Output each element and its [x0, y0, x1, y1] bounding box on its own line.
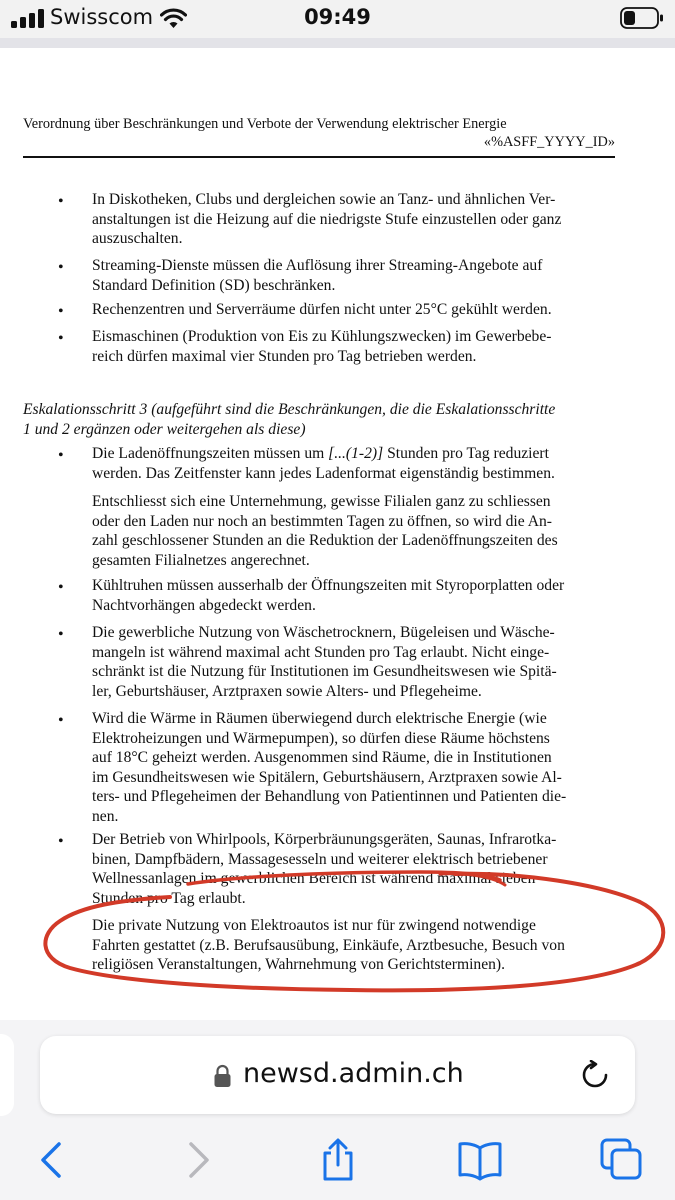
- bullet: •: [58, 579, 64, 596]
- list-item: Wird die Wärme in Räumen überwiegend durch elektrische Energie (wie Elektroheizungen und Wärmepumpen), so dürfen diese Räume höchstens auf 18°C geheizt werden. Ausgenommen sind Räume, die in Institutionen im Gesundheitswesen wie Spitälern, Geburtshäusern, Arztpraxen sowie Al- ters- und Pflegeheimen der Behandlung von Patientinnen und Patienten die- nen.: [92, 710, 567, 825]
- status-bar: [0, 0, 675, 38]
- list-item: Streaming-Dienste müssen die Auflösung ihrer Streaming-Angebote auf Standard Definition (SD) beschränken.: [92, 257, 543, 294]
- forward-icon[interactable]: [176, 1138, 220, 1182]
- ev-paragraph: Die private Nutzung von Elektroautos ist nur für zwingend notwendige Fahrten gestattet (z.B. Berufsausübung, Einkäufe, Arztbesuche, Besuch von religiösen Veranstaltungen, Wahrnehmung von Gerichtsterminen).: [92, 917, 565, 973]
- bullet: •: [58, 303, 64, 320]
- pdf-document-page[interactable]: [0, 48, 675, 1020]
- paragraph: Entschliesst sich eine Unternehmung, gewisse Filialen ganz zu schliessen oder den Laden nur noch an bestimmten Tagen zu öffnen, so wird die An- zahl geschlossener Stunden an die Reduktion der Ladenöffnungszeiten des gesamten Filialnetzes angerechnet.: [92, 493, 558, 569]
- bullet: •: [58, 447, 64, 464]
- url-text[interactable]: newsd.admin.ch: [243, 1058, 464, 1089]
- tab-band: [0, 38, 675, 48]
- header-divider: [23, 156, 615, 158]
- reload-icon[interactable]: [580, 1060, 610, 1090]
- bullet: •: [58, 259, 64, 276]
- battery-icon: [620, 7, 664, 29]
- list-item: Die Ladenöffnungszeiten müssen um [...(1-2)] Stunden pro Tag reduziert werden. Das Zeitfenster kann jedes Ladenformat eigenständig bestimmen.: [92, 445, 555, 482]
- bullet: •: [58, 330, 64, 347]
- share-icon[interactable]: [316, 1138, 360, 1182]
- bullet: •: [58, 833, 64, 850]
- header-id: «%ASFF_YYYY_ID»: [483, 134, 615, 150]
- bookmarks-icon[interactable]: [458, 1138, 502, 1182]
- status-time: 09:49: [304, 5, 371, 29]
- bullet: •: [58, 626, 64, 643]
- list-item: Die gewerbliche Nutzung von Wäschetrocknern, Bügeleisen und Wäsche- mangeln ist während maximal acht Stunden pro Tag erlaubt. Nicht einge- schränkt ist die Nutzung für Institutionen im Gesundheitswesen wie Spitä- ler, Geburtshäuser, Arztpraxen sowie Alters- und Pflegeheime.: [92, 624, 557, 700]
- back-icon[interactable]: [30, 1138, 74, 1182]
- carrier-name: Swisscom: [50, 5, 154, 29]
- escalation-heading: Eskalationsschritt 3 (aufgeführt sind die Beschränkungen, die die Eskalationsschritte 1 und 2 ergänzen oder weitergehen als diese): [23, 401, 556, 438]
- header-title: Verordnung über Beschränkungen und Verbote der Verwendung elektrischer Energie: [23, 116, 507, 132]
- list-item: Der Betrieb von Whirlpools, Körperbräunungsgeräten, Saunas, Infrarotka- binen, Dampfbädern, Massagesesseln und weiterer elektrisch betriebener Wellnessanlagen im gewerblichen Bereich ist während maximal sieben Stunden pro Tag erlaubt.: [92, 831, 557, 907]
- tabs-icon[interactable]: [600, 1138, 644, 1182]
- list-item: In Diskotheken, Clubs und dergleichen sowie an Tanz- und ähnlichen Ver- anstaltungen ist die Heizung auf die niedrigste Stufe einzustellen oder ganz auszuschalten.: [92, 191, 562, 247]
- list-item: Rechenzentren und Serverräume dürfen nicht unter 25°C gekühlt werden.: [92, 301, 552, 318]
- list-item: Kühltruhen müssen ausserhalb der Öffnungszeiten mit Styroporplatten oder Nachtvorhängen abgedeckt werden.: [92, 577, 565, 614]
- previous-tab-edge[interactable]: [0, 1034, 14, 1116]
- bullet: •: [58, 193, 64, 210]
- list-item: Eismaschinen (Produktion von Eis zu Kühlungszwecken) im Gewerbebe- reich dürfen maximal vier Stunden pro Tag betrieben werden.: [92, 328, 552, 365]
- lock-icon: [214, 1064, 231, 1088]
- bullet: •: [58, 712, 64, 729]
- document-header: [23, 115, 615, 151]
